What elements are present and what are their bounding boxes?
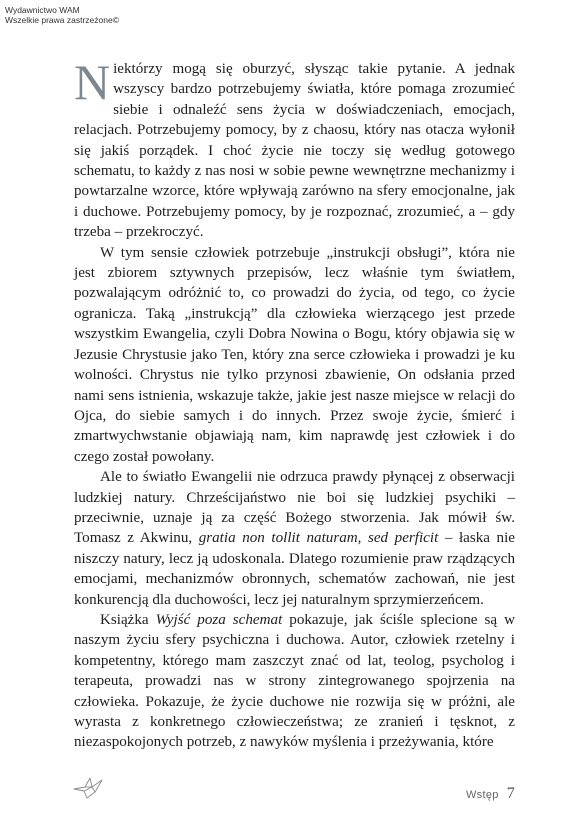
watermark [5, 5, 119, 25]
paragraph-1-text: iektórzy mogą się oburzyć, słysząc takie pytanie. A jednak wszyscy bardzo potrzebujemy światła, które pomaga zrozumieć siebie i odnaleźć sens życia w doświadczeniach, emocjach, relacjach. Potrzebujemy pomocy, by z chaosu, który nas otacza wyłonił się jakiś porządek. I choć życie nie toczy się według gotowego schematu, to każdy z nas nosi w sobie pewne wewnętrzne mechanizmy i powtarzalne wzorce, które wpływają zarówno na sfery emocjonalne, jak i duchowe. Potrzebujemy pomocy, by je rozpoznać, zrozumieć, a – gdy trzeba – przekroczyć. [74, 61, 515, 241]
paragraph-3-text-a: Ale to światło Ewangelii nie odrzuca prawdy płynącej z obserwacji ludzkiej natury. Chrześcijaństwo nie boi się ludzkiej psychiki – przeciwnie, uznaje ją za część Bożego stworzenia. Jak mówił św. Tomasz z Akwinu, [74, 469, 515, 547]
paragraph-4 [74, 610, 515, 753]
paragraph-4-text-a: Książka [100, 611, 156, 628]
page-footer [466, 785, 515, 803]
paragraph-3 [74, 467, 515, 610]
book-title: Wyjść poza schemat [155, 611, 283, 628]
section-title: Wstęp [466, 789, 499, 801]
paragraph-3-text-b: – łaska nie niszczy natury, lecz ją udoskonala. Dlatego rozumienie praw rządzących emocjami, mechanizmów obronnych, schematów zachowań, nie jest konkurencją dla duchowości, lecz jej naturalnym sprzymierzeńcem. [74, 530, 515, 608]
page-number: 7 [506, 785, 515, 802]
origami-bird-icon [73, 774, 103, 800]
paragraph-1 [74, 54, 515, 243]
drop-cap: N [74, 54, 111, 110]
watermark-rights: Wszelkie prawa zastrzeżone© [5, 15, 119, 25]
article-body [74, 54, 515, 753]
latin-quote: gratia non tollit naturam, sed perficit [198, 530, 439, 547]
paragraph-4-text-b: pokazuje, jak ściśle splecione są w naszym życiu sfery psychiczna i duchowa. Autor, człowiek rzetelny i kompetentny, którego mam zaszczyt znać od lat, teolog, psycholog i terapeuta, prowadzi nas w strony zintegrowanego spojrzenia na człowieka. Pokazuje, że życie duchowe nie rozwija się w próżni, ale wyrasta z konkretnego człowieczeństwa; ze zranień i tęsknot, z niezaspokojonych potrzeb, z nawyków myślenia i przeżywania, które [74, 611, 515, 751]
watermark-publisher: Wydawnictwo WAM [5, 5, 80, 15]
paragraph-2: W tym sensie człowiek potrzebuje „instrukcji obsługi”, która nie jest zbiorem sztywnych przepisów, lecz właśnie tym światłem, pozwalającym odróżnić to, co prowadzi do życia, od tego, co życie ogranicza. Taką „instrukcją” dla człowieka wierzącego jest przede wszystkim Ewangelia, czyli Dobra Nowina o Bogu, który objawia się w Jezusie Chrystusie jako Ten, który zna serce człowieka i prowadzi je ku wolności. Chrystus nie tylko przynosi zbawienie, On odsłania przed nami sens istnienia, wskazuje także, jakie jest nasze miejsce w relacji do Ojca, do siebie samych i do innych. Przez swoje życie, śmierć i zmartwychwstanie objawiają nam, kim naprawdę jest człowiek i do czego został powołany. [74, 244, 515, 465]
